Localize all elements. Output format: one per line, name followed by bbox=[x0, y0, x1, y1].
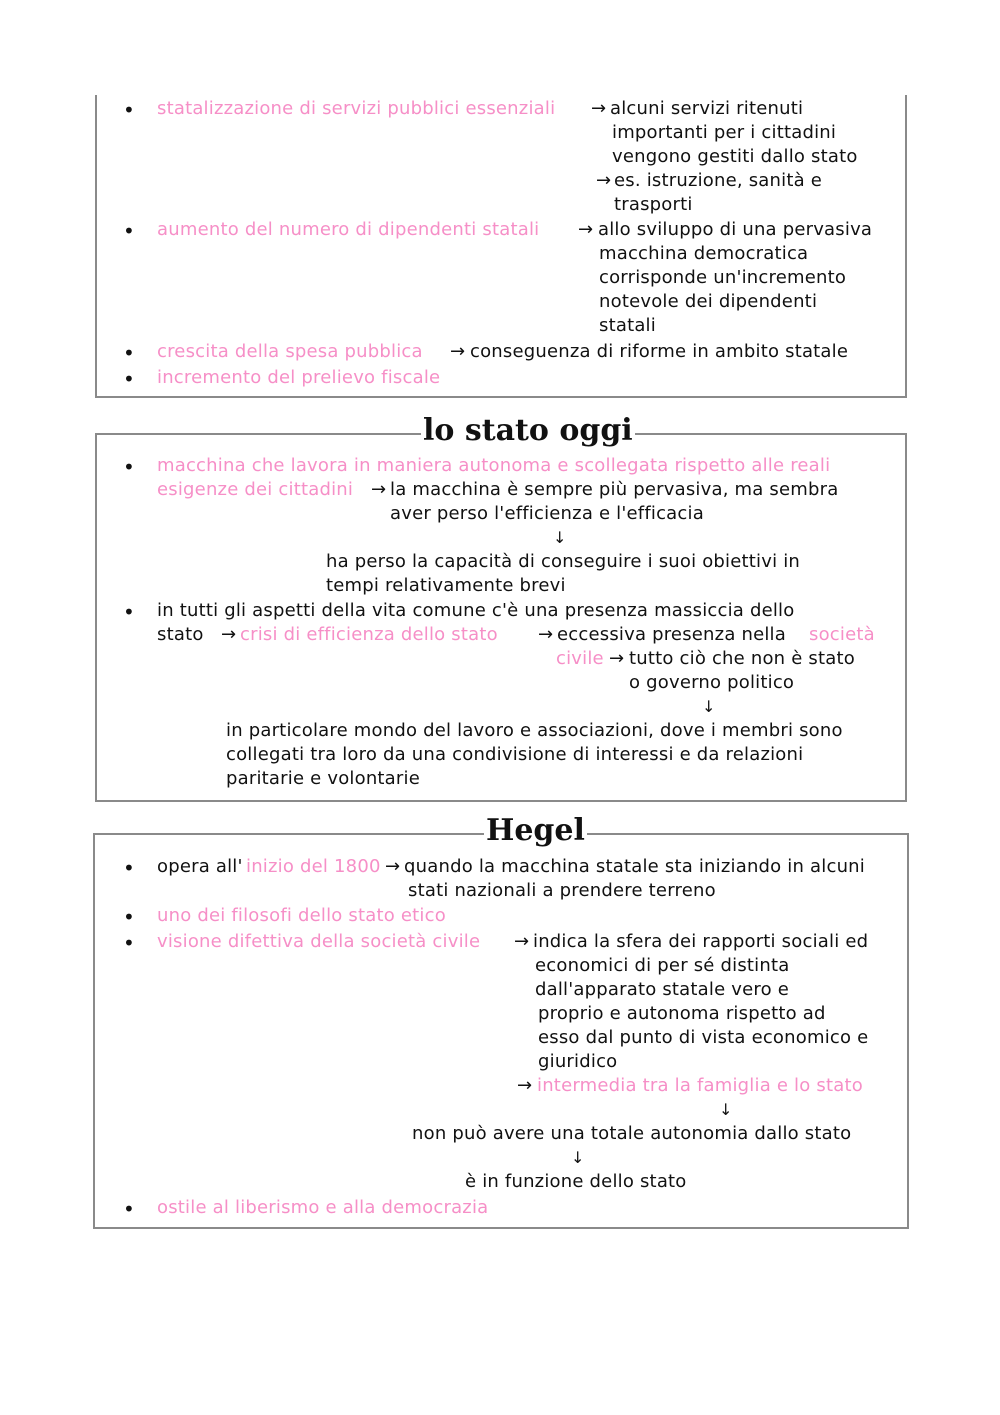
desc-line: macchina democratica bbox=[599, 243, 809, 264]
result-line: è in funzione dello stato bbox=[465, 1171, 687, 1192]
result-line: ha perso la capacità di conseguire i suoi obiettivi in bbox=[326, 551, 801, 572]
desc-line: economici di per sé distinta bbox=[535, 955, 790, 976]
term-dipendenti: aumento del numero di dipendenti statali bbox=[157, 219, 540, 240]
down-arrow: ↓ bbox=[719, 1100, 733, 1119]
term-intermedia: intermedia tra la famiglia e lo stato bbox=[537, 1075, 863, 1096]
term-stato-etico: uno dei filosofi dello stato etico bbox=[157, 905, 446, 926]
bullet: • bbox=[123, 98, 135, 122]
term-civile: civile bbox=[556, 648, 604, 669]
desc-line: alcuni servizi ritenuti bbox=[610, 98, 804, 119]
desc-line: trasporti bbox=[614, 194, 693, 215]
desc-line: conseguenza di riforme in ambito statale bbox=[470, 341, 849, 362]
term-visione: visione difettiva della società civile bbox=[157, 931, 481, 952]
desc-line: eccessiva presenza nella bbox=[557, 624, 786, 645]
text-line: stato bbox=[157, 624, 204, 645]
desc-line: importanti per i cittadini bbox=[612, 122, 837, 143]
term-statalizzazione: statalizzazione di servizi pubblici essenziali bbox=[157, 98, 556, 119]
desc-line: quando la macchina statale sta iniziando in alcuni bbox=[404, 856, 865, 877]
term-crisi: crisi di efficienza dello stato bbox=[240, 624, 498, 645]
down-arrow: ↓ bbox=[571, 1148, 585, 1167]
desc-line: aver perso l'efficienza e l'efficacia bbox=[390, 503, 704, 524]
term-societa: società bbox=[809, 624, 875, 645]
bullet: • bbox=[123, 367, 135, 391]
arrow: → bbox=[578, 219, 594, 240]
arrow: → bbox=[385, 856, 401, 877]
desc-line: stati nazionali a prendere terreno bbox=[408, 880, 716, 901]
arrow: → bbox=[450, 341, 466, 362]
bullet: • bbox=[123, 455, 135, 479]
term-ostile: ostile al liberismo e alla democrazia bbox=[157, 1197, 489, 1218]
result-line: in particolare mondo del lavoro e associazioni, dove i membri sono bbox=[226, 720, 843, 741]
desc-line: allo sviluppo di una pervasiva bbox=[598, 219, 873, 240]
result-line: non può avere una totale autonomia dallo stato bbox=[412, 1123, 852, 1144]
section-title: lo stato oggi bbox=[423, 413, 633, 448]
desc-line: giuridico bbox=[538, 1051, 618, 1072]
bullet: • bbox=[123, 219, 135, 243]
desc-line: dall'apparato statale vero e bbox=[535, 979, 790, 1000]
desc-line: la macchina è sempre più pervasiva, ma sembra bbox=[390, 479, 839, 500]
bullet: • bbox=[123, 905, 135, 929]
arrow: → bbox=[517, 1075, 533, 1096]
result-line: tempi relativamente brevi bbox=[326, 575, 566, 596]
arrow: → bbox=[609, 648, 625, 669]
result-line: paritarie e volontarie bbox=[226, 768, 420, 789]
bullet: • bbox=[123, 1197, 135, 1221]
arrow: → bbox=[591, 98, 607, 119]
term-macchina: esigenze dei cittadini bbox=[157, 479, 354, 500]
desc-line: proprio e autonoma rispetto ad bbox=[538, 1003, 826, 1024]
arrow: → bbox=[371, 479, 387, 500]
desc-line: indica la sfera dei rapporti sociali ed bbox=[533, 931, 869, 952]
text-line: opera all' bbox=[157, 856, 243, 877]
arrow: → bbox=[221, 624, 237, 645]
term-macchina: macchina che lavora in maniera autonoma e scollegata rispetto alle reali bbox=[157, 455, 831, 476]
desc-line: statali bbox=[599, 315, 656, 336]
down-arrow: ↓ bbox=[553, 528, 567, 547]
term-1800: inizio del 1800 bbox=[246, 856, 381, 877]
desc-line: corrisponde un'incremento bbox=[599, 267, 847, 288]
desc-line: notevole dei dipendenti bbox=[599, 291, 818, 312]
bullet: • bbox=[123, 931, 135, 955]
arrow: → bbox=[514, 931, 530, 952]
bullet: • bbox=[123, 856, 135, 880]
bullet: • bbox=[123, 600, 135, 624]
desc-line: es. istruzione, sanità e bbox=[614, 170, 823, 191]
desc-line: tutto ciò che non è stato bbox=[629, 648, 855, 669]
term-spesa: crescita della spesa pubblica bbox=[157, 341, 423, 362]
bullet: • bbox=[123, 341, 135, 365]
arrow: → bbox=[596, 170, 612, 191]
result-line: collegati tra loro da una condivisione di interessi e da relazioni bbox=[226, 744, 804, 765]
desc-line: o governo politico bbox=[629, 672, 795, 693]
section-title: Hegel bbox=[486, 813, 585, 848]
arrow: → bbox=[538, 624, 554, 645]
down-arrow: ↓ bbox=[702, 697, 716, 716]
desc-line: esso dal punto di vista economico e bbox=[538, 1027, 869, 1048]
text-line: in tutti gli aspetti della vita comune c'è una presenza massiccia dello bbox=[157, 600, 795, 621]
term-prelievo: incremento del prelievo fiscale bbox=[157, 367, 441, 388]
desc-line: vengono gestiti dallo stato bbox=[612, 146, 858, 167]
